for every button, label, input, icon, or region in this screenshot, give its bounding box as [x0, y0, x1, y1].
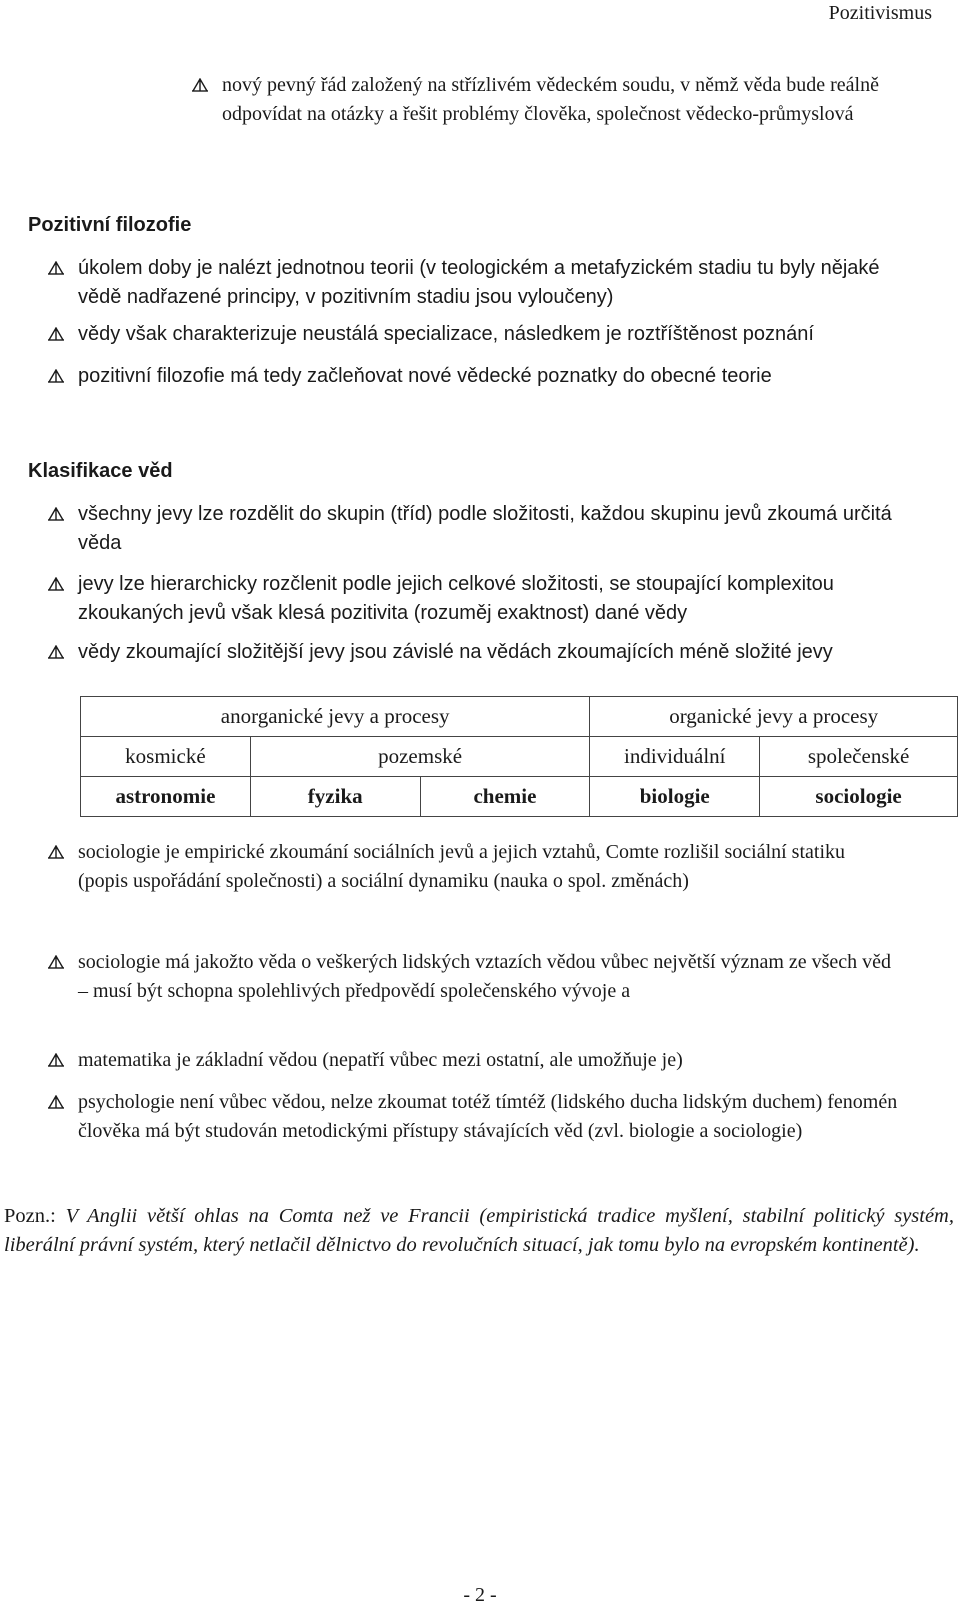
bullet-text: nový pevný řád založený na střízlivém vědeckém soudu, v němž věda bude reálně odpovídat na otázky a řešit problémy člověka, společnost vědecko-průmyslová	[222, 74, 879, 125]
note-label: Pozn.:	[4, 1205, 56, 1227]
table-cell-group: organické jevy a procesy	[590, 697, 958, 737]
bullet-item	[78, 362, 948, 391]
section-heading-klasifikace-ved: Klasifikace věd	[28, 460, 173, 482]
tent-bullet-icon	[46, 320, 66, 349]
bullet-item	[78, 638, 948, 667]
tent-bullet-icon	[46, 1046, 66, 1075]
classification-table	[80, 696, 958, 817]
table-row-sciences	[81, 777, 958, 817]
bullet-item	[222, 71, 922, 129]
bullet-text: úkolem doby je nalézt jednotnou teorii (v teologickém a metafyzickém stadiu tu byly nějaké vědě nadřazené principy, v pozitivním stadiu jsou vyloučeny)	[78, 257, 880, 308]
tent-bullet-icon	[46, 638, 66, 667]
table-cell-science: biologie	[590, 777, 760, 817]
table-cell-subgroup: individuální	[590, 737, 760, 777]
bullet-text: vědy však charakterizuje neustálá specializace, následkem je roztříštěnost poznání	[78, 323, 814, 345]
page-number: - 2 -	[463, 1584, 497, 1606]
bullet-text: psychologie není vůbec vědou, nelze zkoumat totéž tímtéž (lidského ducha lidským duchem) fenomén člověka má být studován metodickými přístupy stávajících věd (zvl. biologie a sociologie)	[78, 1091, 898, 1142]
table-cell-subgroup: společenské	[760, 737, 958, 777]
tent-bullet-icon	[46, 570, 66, 599]
bullet-item	[78, 948, 898, 1006]
bullet-item	[78, 1046, 918, 1075]
tent-bullet-icon	[190, 71, 210, 100]
bullet-item	[78, 838, 898, 896]
bullet-item	[78, 570, 928, 628]
tent-bullet-icon	[46, 948, 66, 977]
tent-bullet-icon	[46, 254, 66, 283]
note-text: V Anglii větší ohlas na Comta než ve Francii (empiristická tradice myšlení, stabilní politický systém, liberální právní systém, který netlačil dělnictvo do revolučních situací, jak tomu bylo na evropském kontinentě).	[4, 1205, 954, 1256]
bullet-text: všechny jevy lze rozdělit do skupin (tříd) podle složitosti, každou skupinu jevů zkoumá určitá věda	[78, 503, 892, 554]
bullet-text: jevy lze hierarchicky rozčlenit podle jejich celkové složitosti, se stoupající komplexitou zkoukaných jevů však klesá pozitivita (rozuměj exaktnost) dané vědy	[78, 573, 834, 624]
tent-bullet-icon	[46, 838, 66, 867]
table-cell-science: chemie	[420, 777, 590, 817]
table-cell-science: astronomie	[81, 777, 251, 817]
bullet-item	[78, 320, 948, 349]
bullet-text: pozitivní filozofie má tedy začleňovat nové vědecké poznatky do obecné teorie	[78, 365, 772, 387]
tent-bullet-icon	[46, 362, 66, 391]
bullet-item	[78, 1088, 908, 1146]
note-paragraph	[4, 1202, 954, 1260]
table-cell-science: fyzika	[250, 777, 420, 817]
bullet-text: vědy zkoumající složitější jevy jsou závislé na vědách zkoumajících méně složité jevy	[78, 641, 833, 663]
tent-bullet-icon	[46, 500, 66, 529]
section-heading-pozitivni-filozofie: Pozitivní filozofie	[28, 214, 192, 236]
bullet-text: sociologie má jakožto věda o veškerých lidských vztazích vědou vůbec největší význam ze všech věd – musí být schopna spolehlivých předpovědí společenského vývoje a	[78, 951, 892, 1002]
table-cell-subgroup: kosmické	[81, 737, 251, 777]
table-cell-science: sociologie	[760, 777, 958, 817]
tent-bullet-icon	[46, 1088, 66, 1117]
table-cell-subgroup: pozemské	[250, 737, 589, 777]
table-row-groups	[81, 697, 958, 737]
bullet-text: matematika je základní vědou (nepatří vůbec mezi ostatní, ale umožňuje je)	[78, 1049, 683, 1071]
bullet-item	[78, 254, 928, 312]
table-cell-group: anorganické jevy a procesy	[81, 697, 590, 737]
page-header-title: Pozitivismus	[828, 2, 932, 24]
bullet-text: sociologie je empirické zkoumání sociálních jevů a jejich vztahů, Comte rozlišil sociální statiku (popis uspořádání společnosti) a sociální dynamiku (nauka o spol. změnách)	[78, 841, 846, 892]
bullet-item	[78, 500, 908, 558]
table-row-subgroups	[81, 737, 958, 777]
